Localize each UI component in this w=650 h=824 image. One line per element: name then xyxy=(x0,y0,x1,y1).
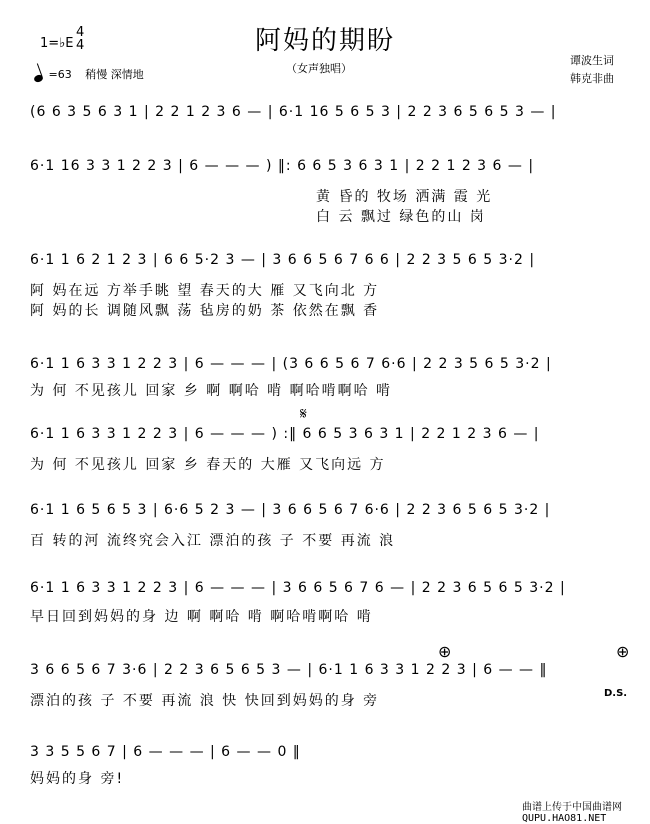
lyric-line: 妈妈的身 旁! xyxy=(30,771,125,787)
score-row-8 xyxy=(0,662,650,740)
coda-icon: ⊕ xyxy=(438,642,452,661)
ds-mark: D.S. xyxy=(604,688,628,699)
notes-line: 6·1 1 6 5 6 5 3 | 6·6 5 2 3 — | 3 6 6 5 6 7 6·6 | 2 2 3 6 5 6 5 3·2 | xyxy=(30,502,551,518)
notes-line: 3 3 5 5 6 7 | 6 — — — | 6 — — 0 ‖ xyxy=(30,744,301,760)
notes-line: 6·1 1 6 3 3 1 2 2 3 | 6 — — — | (3 6 6 5 6 7 6·6 | 2 2 3 5 6 5 3·2 | xyxy=(30,356,552,372)
song-subtitle: （女声独唱） xyxy=(286,62,352,75)
lyric-line: 为 何 不见孩儿 回家 乡 啊 啊哈 啃 啊哈啃啊哈 啃 xyxy=(30,383,393,399)
time-signature xyxy=(76,26,84,52)
lyric-line: 漂泊的孩 子 不要 再流 浪 快 快回到妈妈的身 旁 xyxy=(30,693,380,709)
notes-line: 6·1 1 6 2 1 2 3 | 6 6 5·2 3 — | 3 6 6 5 6 7 6 6 | 2 2 3 5 6 5 3·2 | xyxy=(30,252,536,268)
lyric-verse-2: 阿 妈的长 调随风飘 荡 毡房的奶 茶 依然在飘 香 xyxy=(30,303,380,319)
meter-bottom: 4 xyxy=(76,38,85,53)
score-row-6 xyxy=(0,502,650,580)
tempo-marking xyxy=(34,66,144,82)
score-row-2 xyxy=(0,158,650,236)
lyric-verse-1: 黄 昏的 牧场 洒满 霞 光 xyxy=(316,189,493,205)
notes-line: (6 6 3 5 6 3 1 | 2 2 1 2 3 6 — | 6·1 16 5 6 5 3 | 2 2 3 6 5 6 5 3 — | xyxy=(30,104,557,120)
tempo-text: 稍慢 深情地 xyxy=(85,68,144,81)
score-row-5 xyxy=(0,426,650,504)
coda-icon: ⊕ xyxy=(616,642,630,661)
lyric-line: 百 转的河 流终究会入江 漂泊的孩 子 不要 再流 浪 xyxy=(30,533,396,549)
score-row-7 xyxy=(0,580,650,658)
footer-url: QUPU.HAO81.NET xyxy=(522,813,607,824)
lyricist: 谭波生词 xyxy=(570,54,614,67)
song-title: 阿妈的期盼 xyxy=(254,26,395,56)
score-row-4 xyxy=(0,356,650,434)
lyric-line: 早日回到妈妈的身 边 啊 啊哈 啃 啊哈啃啊哈 啃 xyxy=(30,609,373,625)
tempo-value: =63 xyxy=(48,68,72,81)
notes-line: 6·1 16 3 3 1 2 2 3 | 6 — — — ) ‖: 6 6 5 3 6 3 1 | 2 2 1 2 3 6 — | xyxy=(30,158,535,174)
notes-line: 3 6 6 5 6 7 3·6 | 2 2 3 6 5 6 5 3 — | 6·1 1 6 3 3 1 2 2 3 | 6 — — ‖ xyxy=(30,662,548,678)
composer: 韩克非曲 xyxy=(570,72,614,85)
score-row-3 xyxy=(0,252,650,330)
lyric-line: 为 何 不见孩儿 回家 乡 春天的 大雁 又飞向远 方 xyxy=(30,457,386,473)
segno-icon: 𝄋 xyxy=(300,404,307,423)
notes-line: 6·1 1 6 3 3 1 2 2 3 | 6 — — — ) :‖ 6 6 5 3 6 3 1 | 2 2 1 2 3 6 — | xyxy=(30,426,540,442)
footer-text: 曲谱上传于中国曲谱网 xyxy=(522,802,622,813)
lyric-verse-2: 白 云 飘过 绿色的山 岗 xyxy=(316,209,486,225)
lyric-verse-1: 阿 妈在远 方举手眺 望 春天的大 雁 又飞向北 方 xyxy=(30,283,380,299)
meter-top: 4 xyxy=(76,25,85,40)
site-footer xyxy=(522,798,622,824)
notes-line: 6·1 1 6 3 3 1 2 2 3 | 6 — — — | 3 6 6 5 6 7 6 — | 2 2 3 6 5 6 5 3·2 | xyxy=(30,580,566,596)
key-signature: 1=♭E xyxy=(40,36,74,51)
quarter-note-icon xyxy=(33,74,44,84)
